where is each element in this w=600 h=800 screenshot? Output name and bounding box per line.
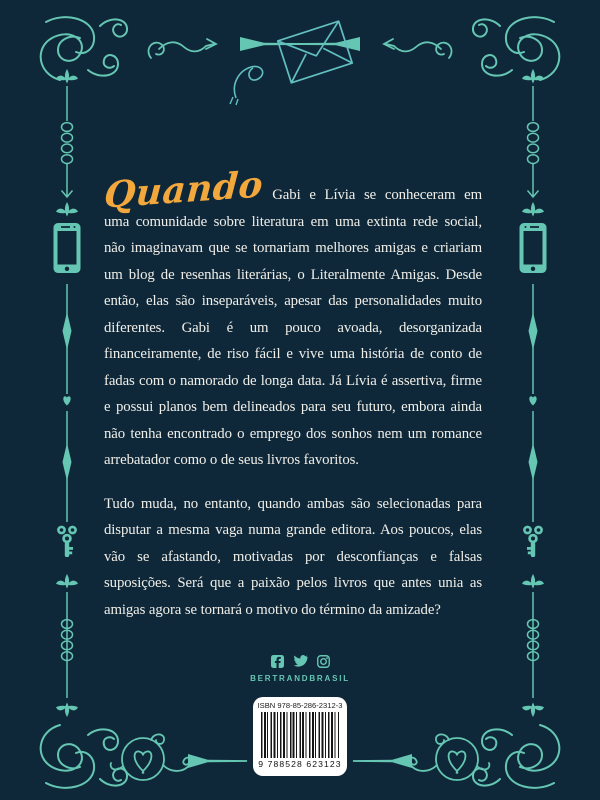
- barcode-bars: [261, 712, 339, 758]
- paragraph-1-body: Gabi e Lívia se conheceram em uma comunidade sobre literatura em uma extinta rede social, não imaginavam que se tornariam melhores amigas e criariam um blog de resenhas literárias, o Literalmente Amigas. Desde então, elas são inseparáveis, apesar das personalidades muito diferentes. Gabi é um pouco avoada, desorganizada financeiramente, de riso fácil e vive uma história de conto de fadas com o namorado de longa data. Já Lívia é assertiva, firme e possui planos bem delineados para seu futuro, embora ainda não tenha encontrado o emprego dos sonhos nem um romance arrebatador como o de seus livros favoritos.: [104, 187, 482, 468]
- side-ornaments-left: [54, 69, 81, 717]
- corner-flourish: [473, 17, 559, 80]
- wavy-arrow-right: [288, 37, 452, 58]
- social-icons-row: [0, 655, 600, 668]
- facebook-icon: [271, 655, 284, 668]
- synopsis-paragraph-2: Tudo muda, no entanto, quando ambas são selecionadas para disputar a mesma vaga numa grande editora. Aos poucos, elas vão se afastando, motivadas por desconfianças e falsas suposições. Será que a paixão pelos livros que antes unia as amigas agora se tornará o motivo do término da amizade?: [104, 495, 482, 618]
- publisher-name: BERTRANDBRASIL: [250, 674, 350, 683]
- heart-circle-flourish-left: [111, 734, 247, 780]
- synopsis-paragraph-1: [102, 163, 482, 474]
- isbn-barcode: [253, 697, 347, 776]
- lead-word: Quando: [102, 163, 265, 217]
- corner-flourish: [473, 725, 559, 788]
- swirl-line: [234, 66, 262, 98]
- twitter-icon: [293, 655, 308, 668]
- instagram-icon: [317, 655, 330, 668]
- ean-digits: 9 788528 623123: [258, 759, 342, 769]
- envelope-icon: [230, 21, 352, 105]
- isbn-label: ISBN 978-85-286-2312-3: [257, 701, 343, 710]
- wavy-arrow-left: [148, 37, 312, 58]
- corner-flourish: [41, 17, 127, 80]
- side-ornaments-right: [520, 69, 547, 717]
- heart-circle-flourish-right: [353, 734, 489, 780]
- synopsis-text: [102, 163, 482, 623]
- corner-flourish: [41, 725, 127, 788]
